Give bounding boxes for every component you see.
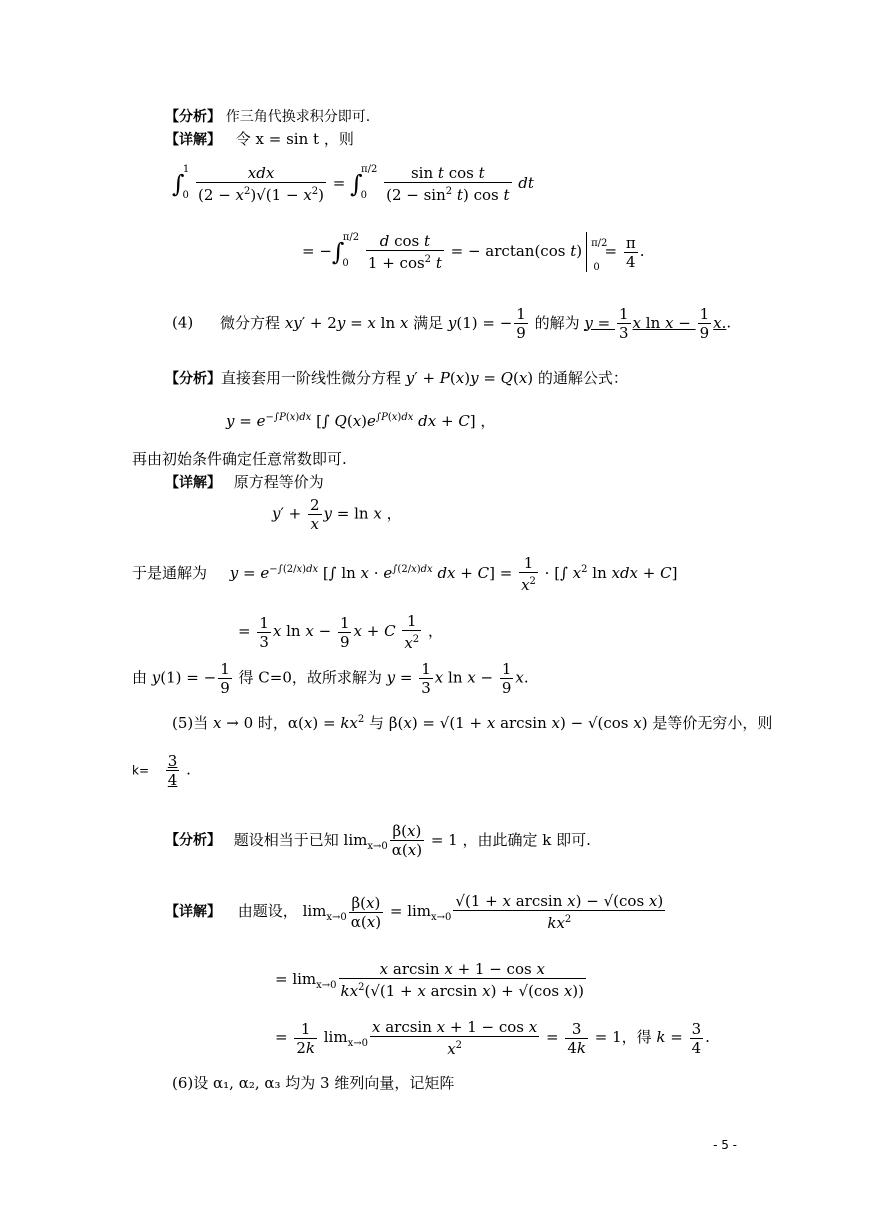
detail-text: 由题设， [237, 902, 298, 920]
analysis-line-3 [165, 106, 370, 127]
detail-label: 【详解】 [165, 475, 221, 491]
page-number: - 5 - [713, 1138, 737, 1152]
analysis-line-4: 【分析】直接套用一阶线性微分方程 y′ + P(x)y = Q(x) 的通解公式： [165, 369, 628, 387]
k-answer: $\frac{3}{4}$ [167, 752, 178, 789]
general-solution: 于是通解为 $y = e^{-\int(2/x)dx}$ [∫ $\ln x \cdot e^{\int(2/x)dx}$ dx + C] = $\frac{1}{x^2}$ · [∫ $x^2$ ln xdx + C] [132, 554, 678, 594]
question-6 [172, 1073, 454, 1093]
analysis-label: 【分析】 [165, 832, 221, 849]
question-4-number: (4) [172, 313, 194, 332]
question-5: (5)当 x → 0 时，$\alpha(x) = kx^2$ 与 β(x) = √(1 + x arcsin x) − √(cos x) 是等价无穷小，则 [172, 714, 773, 732]
detail-text: 原方程等价为 [233, 473, 324, 491]
analysis-label: 【分析】 [165, 371, 221, 387]
detail-line-4 [165, 472, 324, 493]
general-formula: $y = e^{-\int P(x)dx}$ [∫ $Q(x)e^{\int P(x)dx}$ dx + C] ， [226, 412, 496, 430]
detail-label: 【详解】 [165, 132, 221, 148]
question-6-number: (6) [172, 1074, 194, 1092]
detail-line-5: 【详解】 由题设， $\lim_{x\to 0}$ $\frac{\beta(x)}{\alpha(x)}$ = $\lim_{x\to 0}$ $\frac{\text{√(1 + x arcsin x) − √(cos x)}}{kx^2}$ [165, 892, 664, 932]
condition-sentence: 再由初始条件确定任意常数即可. [132, 450, 347, 468]
k-answer-line: k= $\frac{3}{4}$ . [132, 752, 191, 789]
k-prefix: k= [132, 763, 150, 778]
analysis-label: 【分析】 [165, 109, 221, 125]
detail-line-3 [165, 129, 354, 150]
limit-eq-2: = $\lim_{x\to 0}$ $\frac{\text{x arcsin x + 1 − cos x}}{kx^2(√(1 + x \arcsin x) + √(\cos x))}$ [275, 960, 585, 1000]
integral-eq-1: $\int_0^1$ $\frac{\text{xdx}}{(2 - x^2)√(1 - x^2)}$ = $\int_0^{\pi/2}$ $\frac{\text{sin t cos t}}{(2 - \sin^2 t) \cos t}$ dt [172, 164, 534, 204]
detail-label: 【详解】 [165, 904, 221, 920]
general-solution-prefix: 于是通解为 [132, 564, 208, 582]
question-5-number: (5) [172, 714, 194, 732]
condition-text [132, 449, 347, 469]
analysis-text: 作三角代换求积分即可. [225, 109, 371, 125]
question-4: (4) 微分方程 xy′ + 2y = x ln x 满足 y(1) = − $\frac{1}{9}$ 的解为 y = $\frac{1}{3}$ x ln x − $\frac{1}{9}$ x.. [172, 305, 732, 342]
final-solution-4: 由 y(1) = − $\frac{1}{9}$ 得 C=0，故所求解为 y = $\frac{1}{3}$ x ln x − $\frac{1}{9}$ x. [132, 660, 529, 697]
limit-eq-3: = $\frac{1}{2k}$ $\lim_{x\to 0}$ $\frac{\text{x arcsin x + 1 − cos x}}{x^2}$ = $\frac{3}{4k}$ = 1，得 k = $\frac{3}{4}$ . [275, 1018, 710, 1058]
analysis-line-5: 【分析】 题设相当于已知 $\lim_{x\to 0}$ $\frac{\beta(x)}{\alpha(x)}$ = 1 ，由此确定 k 即可. [165, 822, 591, 859]
general-solution-2: = $\frac{1}{3}$ x ln x − $\frac{1}{9}$ x + C $\frac{1}{x^2}$ ， [238, 612, 443, 652]
question-6-text: 设 α₁, α₂, α₃ 均为 3 维列向量，记矩阵 [193, 1074, 455, 1092]
equivalent-eq: y′ + $\frac{2}{x}$ y = ln x ， [272, 496, 402, 533]
integral-eq-2: = $-\int_0^{\pi/2}$ $\frac{\text{d cos t}}{1 + \cos^2 t}$ = − arctan(cos t) $^{\pi/2}_0$ = $\frac{\pi}{4}$ . [302, 232, 645, 273]
detail-text: 令 x = sin t ，则 [235, 130, 354, 148]
answer-4: y = $\frac{1}{3}$ x ln x − $\frac{1}{9}$ x. [584, 305, 727, 342]
